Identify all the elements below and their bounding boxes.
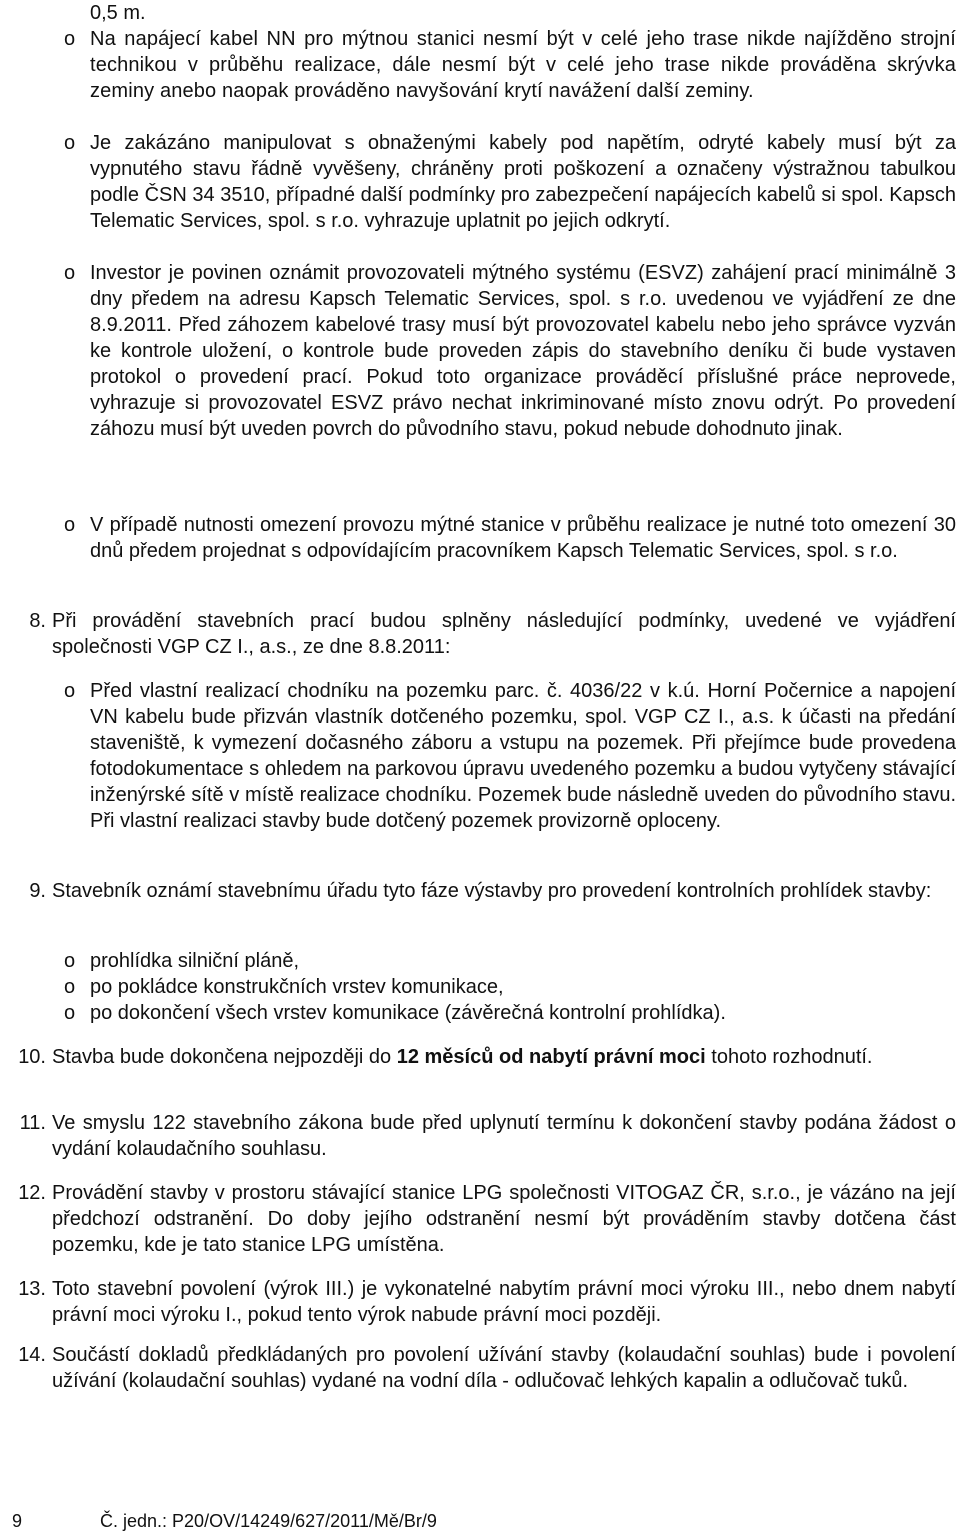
item-text-part: tohoto rozhodnutí. bbox=[705, 1046, 873, 1068]
bullet-marker: o bbox=[64, 28, 76, 50]
bullet-item: po dokončení všech vrstev komunikace (závěrečná kontrolní prohlídka). bbox=[90, 1002, 726, 1024]
bullet-marker: o bbox=[64, 950, 76, 972]
item-number: 11. bbox=[19, 1112, 46, 1134]
item-number: 14. bbox=[18, 1344, 46, 1366]
bullet-item: Investor je povinen oznámit provozovateli mýtného systému (ESVZ) zahájení prací minimálně 3 dny předem na adresu Kapsch Telematic Services, spol. s r.o. uvedenou ve vyjádření ze dne 8.9.2011. Před záhozem kabelové trasy musí být provozovatel kabelu nebo jeho správce vyzván ke kontrole uložení, o kontrole bude proveden zápis do stavebního deníku či bude vystaven protokol o provedení prací. Pokud toto organizace prováděcí příslušné práce neprovede, vyhrazuje si provozovatel ESVZ právo nechat inkriminované místo znovu odrýt. Po provedení záhozu musí být uveden povrch do původního stavu, pokud nebude dohodnuto jinak. bbox=[90, 262, 956, 440]
item-text: Součástí dokladů předkládaných pro povolení užívání stavby (kolaudační souhlas) bude i povolení užívání (kolaudační souhlas) vydané na vodní díla - odlučovač lehkých kapalin a odlučovač tuků. bbox=[52, 1344, 956, 1392]
item-text: Provádění stavby v prostoru stávající stanice LPG společnosti VITOGAZ ČR, s.r.o., je vázáno na její předchozí odstranění. Do doby jejího odstranění nesmí být prováděním stavby dotčena část pozemku, kde je tato stanice LPG umístěna. bbox=[52, 1182, 956, 1256]
bullet-marker: o bbox=[64, 976, 76, 998]
item-text: Stavebník oznámí stavebnímu úřadu tyto fáze výstavby pro provedení kontrolních prohlídek stavby: bbox=[52, 880, 932, 902]
bullet-item: Před vlastní realizací chodníku na pozemku parc. č. 4036/22 v k.ú. Horní Počernice a napojení VN kabelu bude přizván vlastník dotčeného pozemku, spol. VGP CZ I., a.s. k účasti na předání staveniště, k vymezení dočasného záboru a vstupu na pozemek. Při přejímce bude provedena fotodokumentace s ohledem na parkovou úpravu uvedeného pozemku a budou vytyčeny stávající inženýrské sítě v místě realizace chodníku. Pozemek bude následně uveden do původního stavu. Při vlastní realizaci stavby bude dotčený pozemek provizorně oploceny. bbox=[90, 680, 956, 832]
item-text: Při provádění stavebních prací budou splněny následující podmínky, uvedené ve vyjádření společnosti VGP CZ I., a.s., ze dne 8.8.2011: bbox=[52, 610, 956, 658]
bullet-item: V případě nutnosti omezení provozu mýtné stanice v průběhu realizace je nutné toto omezení 30 dnů předem projednat s odpovídajícím pracovníkem Kapsch Telematic Services, spol. s r.o. bbox=[90, 514, 956, 562]
item-number: 9. bbox=[29, 880, 46, 902]
bullet-marker: o bbox=[64, 262, 76, 284]
item-text-part: Stavba bude dokončena nejpozději do bbox=[52, 1046, 397, 1068]
item-number: 8. bbox=[29, 610, 46, 632]
item-text-bold: 12 měsíců od nabytí právní moci bbox=[396, 1046, 706, 1068]
continuation-text: 0,5 m. bbox=[90, 2, 146, 24]
bullet-marker: o bbox=[64, 680, 76, 702]
item-number: 13. bbox=[18, 1278, 46, 1300]
bullet-item: Je zakázáno manipulovat s obnaženými kabely pod napětím, odryté kabely musí být za vypnutého stavu řádně vyvěšeny, chráněny proti poškození a označeny výstražnou tabulkou podle ČSN 34 3510, případné další podmínky pro zabezpečení napájecích kabelů si spol. Kapsch Telematic Services, spol. s r.o. vyhrazuje uplatnit po jejich odkrytí. bbox=[90, 132, 956, 232]
item-text: Toto stavební povolení (výrok III.) je vykonatelné nabytím právní moci výroku III., nebo dnem nabytí právní moci výroku I., pokud tento výrok nabude právní moci později. bbox=[52, 1278, 956, 1326]
bullet-marker: o bbox=[64, 514, 76, 536]
document-reference: Č. jedn.: P20/OV/14249/627/2011/Mě/Br/9 bbox=[100, 1511, 437, 1531]
item-text bbox=[52, 1044, 956, 1070]
item-text: Ve smyslu 122 stavebního zákona bude před uplynutí termínu k dokončení stavby podána žádost o vydání kolaudačního souhlasu. bbox=[52, 1112, 956, 1160]
bullet-item: prohlídka silniční pláně, bbox=[90, 950, 300, 972]
item-number: 12. bbox=[18, 1182, 46, 1204]
bullet-marker: o bbox=[64, 132, 76, 154]
bullet-item: po pokládce konstrukčních vrstev komunikace, bbox=[90, 976, 504, 998]
page-number: 9 bbox=[12, 1511, 23, 1531]
bullet-item: Na napájecí kabel NN pro mýtnou stanici nesmí být v celé jeho trase nikde najížděno strojní technikou v průběhu realizace, dále nesmí být v celé jeho trase nikde prováděna skrývka zeminy anebo naopak prováděno navyšování krytí navážení další zeminy. bbox=[90, 28, 956, 102]
bullet-marker: o bbox=[64, 1002, 76, 1024]
item-number: 10. bbox=[18, 1046, 46, 1068]
